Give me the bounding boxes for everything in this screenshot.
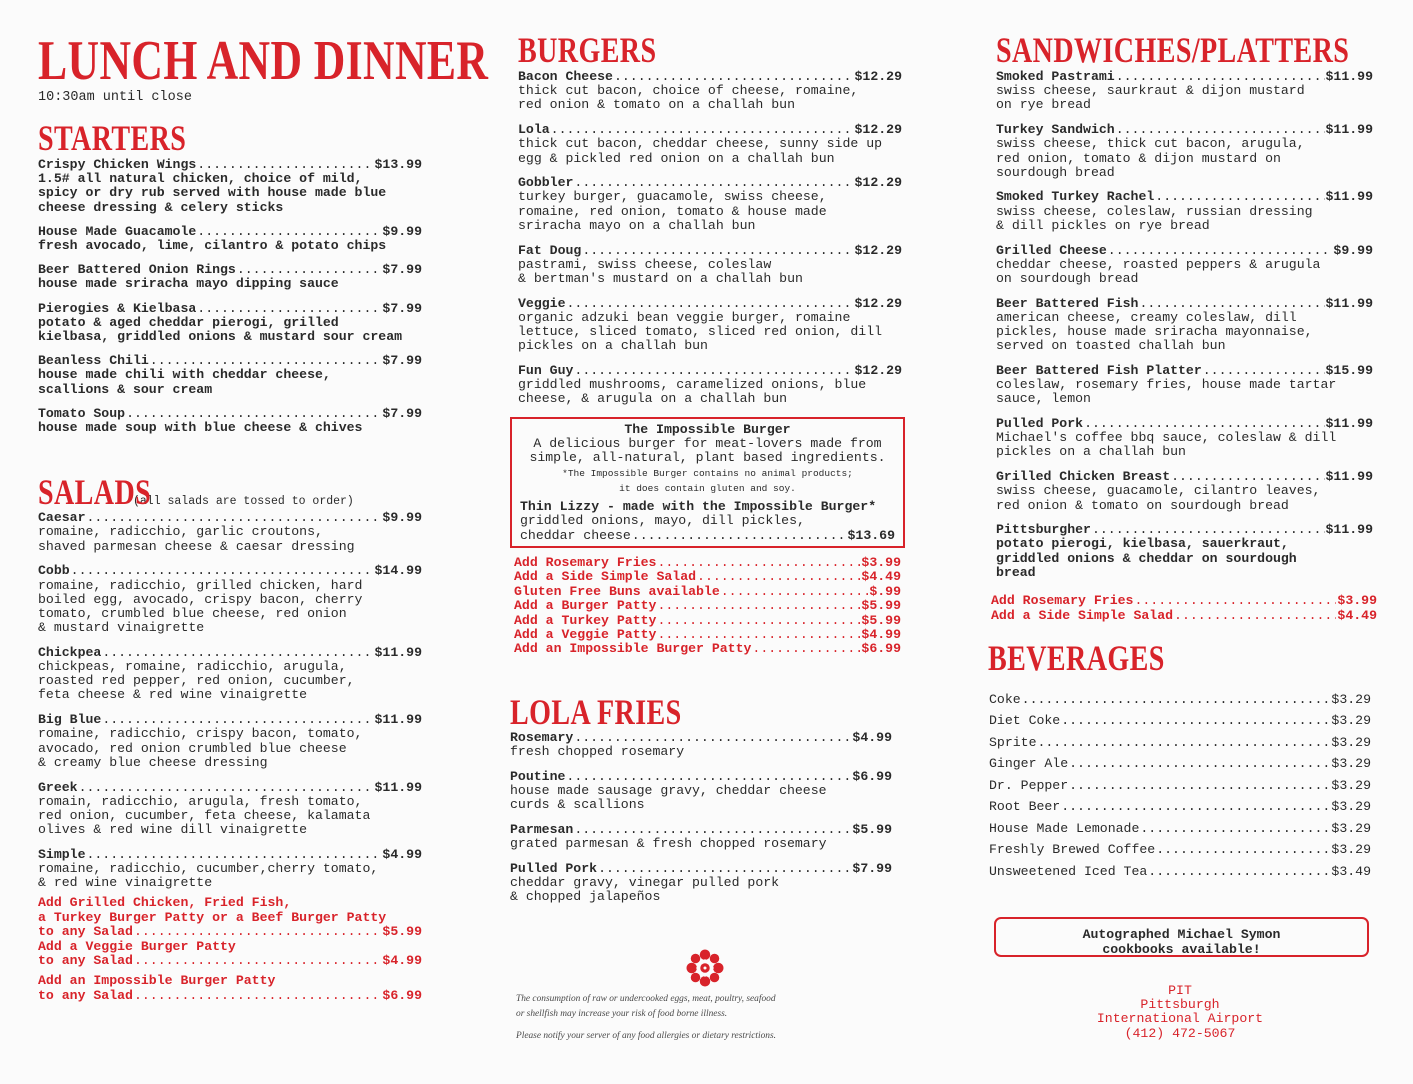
item-description: house made soup with blue cheese & chives	[38, 420, 363, 436]
lola-fries-heading: LOLA FRIES	[510, 691, 682, 732]
item-name: Turkey Sandwich	[996, 122, 1115, 138]
item-name: Pittsburgher	[996, 522, 1091, 538]
item-description: swiss cheese, thick cut bacon, arugula, red onion, tomato & dijon mustard on sourdough bread	[996, 136, 1305, 180]
burger-addons	[514, 556, 901, 657]
item-price: $11.99	[1325, 416, 1373, 432]
item-name: Ginger Ale	[989, 756, 1069, 772]
item-name: Beer Battered Onion Rings	[38, 262, 236, 278]
item-price: $11.99	[1325, 69, 1373, 84]
item-name: Unsweetened Iced Tea	[989, 863, 1148, 879]
addon-price: $6.99	[861, 641, 901, 657]
item-name: House Made Guacamole	[38, 223, 197, 239]
menu-item	[510, 770, 892, 813]
item-name: Veggie	[518, 295, 566, 311]
menu-item	[996, 364, 1373, 407]
item-name: Poutine	[510, 768, 566, 784]
beverage-item	[989, 775, 1371, 797]
item-name: Pierogies & Kielbasa	[38, 300, 197, 316]
addon-line: Add Grilled Chicken, Fried Fish,	[38, 895, 292, 911]
left-column	[38, 0, 489, 1003]
airport-code: PIT	[1168, 983, 1192, 998]
addon-name: Add Rosemary Fries	[514, 555, 657, 570]
menu-item	[38, 225, 422, 253]
addon-price: $3.99	[1337, 593, 1377, 609]
menu-item	[38, 713, 422, 770]
addon-price: $5.99	[861, 598, 901, 614]
item-description: romaine, radicchio, garlic croutons, shaved parmesan cheese & caesar dressing	[38, 524, 355, 554]
addon-price: $5.99	[861, 612, 901, 628]
beverage-item	[989, 818, 1371, 840]
item-name: Rosemary	[510, 729, 574, 745]
addon-price: $5.99	[382, 924, 422, 940]
sandwiches-heading: SANDWICHES/PLATTERS	[996, 30, 1350, 70]
hours-text: 10:30am until close	[38, 90, 192, 105]
addon-price: $4.99	[861, 627, 901, 643]
item-name: Root Beer	[989, 799, 1061, 815]
addon-name: Gluten Free Buns available	[514, 583, 720, 599]
item-price: $11.99	[1325, 122, 1373, 138]
beverages-heading: BEVERAGES	[988, 637, 1165, 678]
salads-list	[38, 511, 422, 890]
item-description: cheddar gravy, vinegar pulled pork & chopped jalapeños	[510, 874, 780, 905]
location-phone: (412) 472-5067	[1124, 1025, 1236, 1041]
item-description: romaine, radicchio, cucumber,cherry tomato, & red wine vinaigrette	[38, 861, 379, 891]
addon-line: a Turkey Burger Patty or a Beef Burger Patty	[38, 909, 387, 925]
menu-item	[996, 244, 1373, 287]
item-description: cheddar cheese, roasted peppers & arugula on sourdough bread	[996, 256, 1321, 286]
menu-item	[38, 407, 422, 435]
thin-lizzy-item	[520, 500, 895, 543]
item-price: $11.99	[374, 779, 422, 795]
salads-header	[38, 472, 422, 513]
page-title: LUNCH AND DINNER	[38, 30, 489, 92]
menu-item	[510, 731, 892, 759]
item-price: $12.29	[854, 69, 902, 84]
item-description: house made chili with cheddar cheese, scallions & sour cream	[38, 367, 331, 397]
item-price: $3.29	[1331, 756, 1371, 772]
impossible-note: *The Impossible Burger contains no animal products; it does contain gluten and soy.	[562, 467, 853, 494]
item-name: Grilled Chicken Breast	[996, 469, 1171, 485]
addon-price: $4.49	[861, 569, 901, 585]
salads-heading: SALADS	[38, 472, 152, 513]
menu-item	[38, 848, 422, 891]
item-price: $12.29	[854, 362, 902, 378]
item-price: $4.99	[382, 846, 422, 862]
item-name: Smoked Turkey Rachel	[996, 189, 1155, 205]
addon-name: Add a Side Simple Salad	[514, 569, 697, 585]
item-price: $7.99	[852, 860, 892, 876]
menu-item	[510, 862, 892, 905]
addon-name: to any Salad	[38, 987, 133, 1003]
item-name: Tomato Soup	[38, 405, 126, 421]
sandwich-addons	[991, 594, 1377, 623]
item-price: $3.29	[1331, 713, 1371, 729]
item-price: $13.99	[374, 157, 422, 172]
cookbook-banner: Autographed Michael Symon cookbooks available!	[994, 917, 1369, 957]
item-price: $3.49	[1331, 863, 1371, 879]
item-price: $7.99	[382, 262, 422, 278]
burgers-heading: BURGERS	[518, 30, 657, 70]
menu-item	[38, 263, 422, 291]
item-name: Simple	[38, 846, 86, 862]
item-name: Beer Battered Fish Platter	[996, 362, 1202, 378]
salad-addons	[38, 896, 422, 1003]
item-price: $11.99	[1325, 469, 1373, 485]
menu-item	[996, 70, 1373, 113]
item-name: Grilled Cheese	[996, 242, 1107, 258]
menu-item	[518, 244, 902, 287]
addon-price: $3.99	[861, 555, 901, 570]
menu-item	[510, 823, 892, 851]
beverage-item	[989, 732, 1371, 754]
item-description: potato & aged cheddar pierogi, grilled kielbasa, griddled onions & mustard sour cream	[38, 314, 403, 345]
salads-note: (all salads are tossed to order)	[133, 495, 354, 509]
item-description: pastrami, swiss cheese, coleslaw & bertman's mustard on a challah bun	[518, 256, 803, 286]
item-price: $3.29	[1331, 799, 1371, 815]
item-description: organic adzuki bean veggie burger, romaine lettuce, sliced tomato, sliced red onion, dill pickles on a challah bun	[518, 309, 883, 354]
item-name: Dr. Pepper	[989, 777, 1069, 793]
item-name: Caesar	[38, 510, 86, 526]
item-name: Big Blue	[38, 712, 102, 728]
burgers-list	[518, 70, 902, 407]
menu-item	[996, 297, 1373, 354]
item-price: $5.99	[852, 821, 892, 837]
menu-item	[518, 297, 902, 354]
item-description: swiss cheese, guacamole, cilantro leaves, red onion & tomato on sourdough bread	[996, 483, 1321, 513]
item-price: $9.99	[1333, 242, 1373, 258]
item-name: Cobb	[38, 563, 70, 579]
item-name: Thin Lizzy - made with the Impossible Burger*	[520, 498, 877, 514]
item-description: swiss cheese, saurkraut & dijon mustard on rye bread	[996, 83, 1305, 113]
item-description-last: cheddar cheese	[520, 527, 631, 543]
item-price: $11.99	[374, 644, 422, 660]
beverage-item	[989, 796, 1371, 818]
impossible-description: A delicious burger for meat-lovers made from simple, all-natural, plant based ingredients.	[529, 435, 886, 466]
menu-item	[996, 190, 1373, 233]
beverage-item	[989, 689, 1371, 711]
item-description: fresh chopped rosemary	[510, 744, 685, 760]
menu-item	[996, 470, 1373, 513]
item-name: Bacon Cheese	[518, 69, 613, 84]
item-description: swiss cheese, coleslaw, russian dressing & dill pickles on rye bread	[996, 203, 1313, 233]
addon-price: $6.99	[382, 987, 422, 1003]
lola-flower-logo	[686, 949, 724, 987]
item-description: Michael's coffee bbq sauce, coleslaw & dill pickles on a challah bun	[996, 430, 1337, 460]
menu-item	[38, 302, 422, 345]
item-description: thick cut bacon, cheddar cheese, sunny side up egg & pickled red onion on a challah bun	[518, 136, 883, 166]
menu-item	[518, 70, 902, 113]
beverage-item	[989, 753, 1371, 775]
addon-name: Add a Burger Patty	[514, 598, 657, 614]
food-safety-disclaimer	[516, 992, 896, 1044]
menu-item	[518, 364, 902, 407]
item-name: Diet Coke	[989, 713, 1061, 729]
item-price: $3.29	[1331, 734, 1371, 750]
item-name: Beanless Chili	[38, 353, 149, 369]
item-name: Beer Battered Fish	[996, 295, 1139, 311]
item-name: Greek	[38, 779, 78, 795]
item-description: house made sausage gravy, cheddar cheese curds & scallions	[510, 782, 827, 813]
item-price: $12.29	[854, 242, 902, 258]
item-description: romaine, radicchio, grilled chicken, hard boiled egg, avocado, crispy bacon, cherry tomato, crumbled blue cheese, red onion & mustard vinaigrette	[38, 577, 363, 636]
starters-list	[38, 158, 422, 435]
item-price: $14.99	[374, 563, 422, 579]
item-description: potato pierogi, kielbasa, sauerkraut, griddled onions & cheddar on sourdough bread	[996, 536, 1297, 580]
beverages-list	[989, 689, 1371, 883]
addon-name: Add a Side Simple Salad	[991, 607, 1174, 623]
item-name: Coke	[989, 691, 1021, 707]
item-price: $7.99	[382, 353, 422, 369]
item-price: $6.99	[852, 768, 892, 784]
menu-item	[38, 354, 422, 397]
location-airport: International Airport	[1096, 1011, 1264, 1027]
menu-item	[996, 123, 1373, 180]
menu-item	[38, 646, 422, 703]
menu-item	[996, 417, 1373, 460]
addon-price: $4.49	[1337, 607, 1377, 623]
item-description: romaine, radicchio, crispy bacon, tomato, avocado, red onion crumbled blue cheese & creamy blue cheese dressing	[38, 726, 363, 770]
item-name: Pulled Pork	[510, 860, 598, 876]
item-price: $4.99	[852, 729, 892, 745]
item-description: fresh avocado, lime, cilantro & potato chips	[38, 238, 387, 254]
item-description: chickpeas, romaine, radicchio, arugula, roasted red pepper, red onion, cucumber, feta cheese & red wine vinaigrette	[38, 659, 355, 703]
item-name: Freshly Brewed Coffee	[989, 842, 1156, 858]
addon-name: Add a Turkey Patty	[514, 612, 657, 628]
item-price: $12.29	[854, 122, 902, 138]
beverage-item	[989, 710, 1371, 732]
addon-name: Add a Veggie Patty	[514, 627, 657, 643]
item-name: Fun Guy	[518, 362, 574, 378]
item-name: Sprite	[989, 734, 1037, 750]
disclaimer-allergies: Please notify your server of any food allergies or dietary restrictions.	[516, 1031, 776, 1041]
item-name: Chickpea	[38, 644, 102, 660]
item-price: $9.99	[382, 223, 422, 239]
menu-item	[38, 158, 422, 215]
item-name: Smoked Pastrami	[996, 69, 1115, 84]
item-price: $3.29	[1331, 842, 1371, 858]
item-description: american cheese, creamy coleslaw, dill pickles, house made sriracha mayonnaise, served on toasted challah bun	[996, 309, 1313, 354]
item-price: $9.99	[382, 510, 422, 526]
menu-item	[996, 523, 1373, 580]
item-price: $11.99	[1325, 189, 1373, 205]
menu-item	[518, 123, 902, 166]
menu-item	[518, 176, 902, 233]
item-price: $15.99	[1325, 362, 1373, 378]
item-description: grated parmesan & fresh chopped rosemary	[510, 836, 827, 852]
menu-item	[38, 564, 422, 635]
item-description: griddled mushrooms, caramelized onions, blue cheese, & arugula on a challah bun	[518, 377, 867, 407]
item-description: griddled onions, mayo, dill pickles,	[520, 513, 805, 529]
item-name: Gobbler	[518, 175, 574, 191]
addon-price: $4.99	[382, 953, 422, 969]
menu-item	[38, 511, 422, 554]
item-name: Crispy Chicken Wings	[38, 157, 197, 172]
item-description: turkey burger, guacamole, swiss cheese, romaine, red onion, tomato & house made sriracha mayo on a challah bun	[518, 189, 827, 233]
starters-heading: STARTERS	[38, 118, 187, 158]
item-name: Fat Doug	[518, 242, 582, 258]
lola-fries-list	[510, 731, 892, 905]
item-price: $13.69	[847, 527, 895, 543]
addon-name: to any Salad	[38, 924, 133, 940]
menu-item	[38, 781, 422, 838]
addon-name: to any Salad	[38, 953, 133, 969]
impossible-title: The Impossible Burger	[624, 421, 791, 437]
item-description: thick cut bacon, choice of cheese, romaine, red onion & tomato on a challah bun	[518, 83, 859, 113]
right-column	[988, 0, 1380, 882]
beverage-item	[989, 839, 1371, 861]
item-price: $11.99	[1325, 522, 1373, 538]
item-price: $7.99	[382, 300, 422, 316]
impossible-burger-box	[510, 417, 905, 548]
addon-price: $.99	[869, 583, 901, 599]
item-price: $3.29	[1331, 820, 1371, 836]
item-price: $3.29	[1331, 777, 1371, 793]
item-price: $11.99	[374, 712, 422, 728]
middle-column	[510, 0, 905, 904]
item-description: romain, radicchio, arugula, fresh tomato, red onion, cucumber, feta cheese, kalamata olives & red wine dill vinaigrette	[38, 793, 371, 838]
item-price: $12.29	[854, 175, 902, 191]
item-price: $12.29	[854, 295, 902, 311]
item-name: Lola	[518, 122, 550, 138]
item-name: Parmesan	[510, 821, 574, 837]
sandwiches-list	[996, 70, 1373, 580]
item-name: House Made Lemonade	[989, 820, 1140, 836]
addon-line: Add an Impossible Burger Patty	[38, 973, 276, 989]
item-price: $11.99	[1325, 295, 1373, 311]
location-info	[1064, 984, 1296, 1041]
item-price: $3.29	[1331, 691, 1371, 707]
item-description: coleslaw, rosemary fries, house made tartar sauce, lemon	[996, 377, 1337, 407]
addon-line: Add a Veggie Burger Patty	[38, 938, 236, 954]
item-description: 1.5# all natural chicken, choice of mild, spicy or dry rub served with house made blue cheese dressing & celery sticks	[38, 171, 387, 215]
item-price: $7.99	[382, 405, 422, 421]
item-description: house made sriracha mayo dipping sauce	[38, 276, 339, 292]
location-city: Pittsburgh	[1140, 997, 1220, 1013]
item-name: Pulled Pork	[996, 416, 1084, 432]
addon-name: Add Rosemary Fries	[991, 593, 1134, 609]
beverage-item	[989, 861, 1371, 883]
disclaimer-consumption: The consumption of raw or undercooked eggs, meat, poultry, seafood or shellfish may increase your risk of food borne illness.	[516, 994, 776, 1019]
addon-name: Add an Impossible Burger Patty	[514, 641, 752, 657]
